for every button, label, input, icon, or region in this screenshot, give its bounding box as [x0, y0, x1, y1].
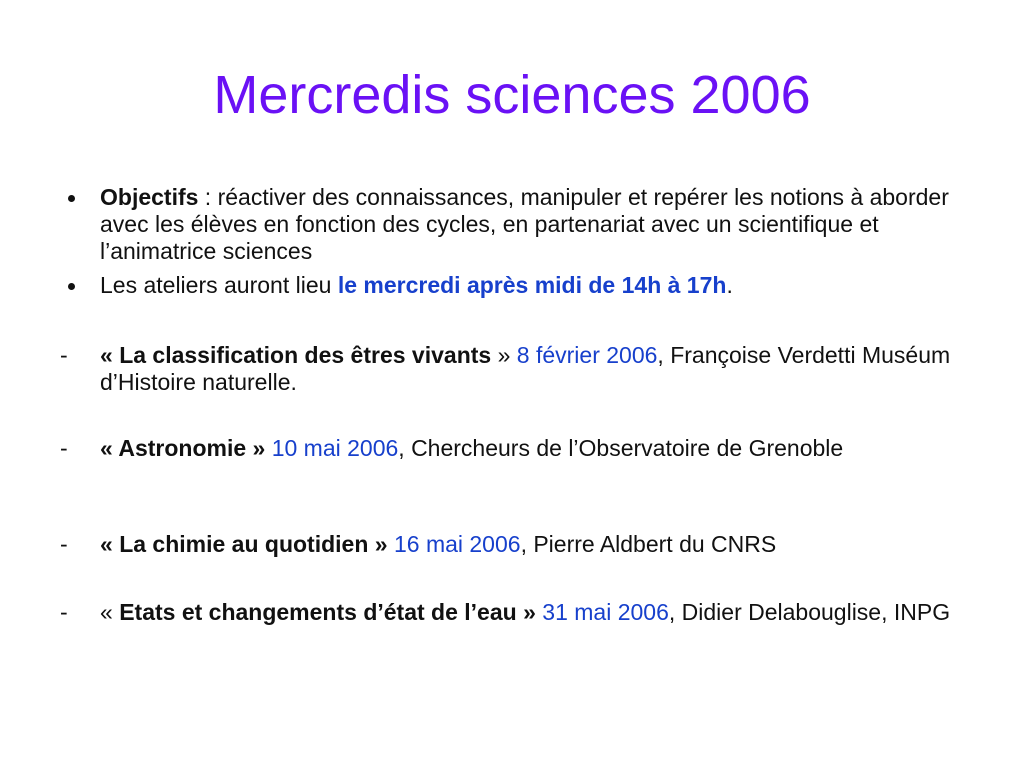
schedule-time: le mercredi après midi de 14h à 17h	[337, 272, 727, 298]
event-close-quote: »	[491, 342, 517, 368]
schedule-intro: Les ateliers auront lieu	[100, 272, 338, 298]
event-item-eau	[60, 599, 960, 626]
event-item-chimie	[60, 531, 960, 558]
event-text	[100, 599, 960, 626]
event-details: , Pierre Aldbert du CNRS	[520, 531, 777, 557]
event-item-astronomie	[60, 435, 960, 462]
event-date: 16 mai 2006	[393, 531, 521, 557]
event-details: , Françoise Verdetti Muséum d’Histoire naturelle.	[100, 342, 951, 395]
objectives-bullet	[60, 184, 960, 265]
objectives-text	[100, 184, 960, 265]
event-text	[100, 435, 960, 462]
event-date: 31 mai 2006	[542, 599, 669, 625]
dash-marker: -	[60, 435, 68, 461]
event-date: 10 mai 2006	[271, 435, 399, 461]
event-open-quote: «	[100, 599, 120, 625]
event-text	[100, 531, 960, 558]
event-close-quote: »	[516, 599, 543, 625]
slide-title: Mercredis sciences 2006	[213, 65, 811, 125]
event-details: , Didier Delabouglise, INPG	[668, 599, 951, 625]
event-close-quote: »	[368, 531, 394, 557]
bullet-dot-icon	[68, 195, 75, 202]
schedule-text	[100, 272, 960, 299]
event-open-quote: «	[100, 531, 120, 557]
event-details: , Chercheurs de l’Observatoire de Grenoble	[398, 435, 844, 461]
dash-marker: -	[60, 342, 68, 368]
dash-marker: -	[60, 599, 68, 625]
objectives-description: : réactiver des connaissances, manipuler et repérer les notions à aborder avec les élèves en fonction des cycles, en partenariat avec un scientifique et l’animatrice sciences	[100, 184, 949, 264]
event-title: La classification des êtres vivants	[119, 342, 492, 368]
objectives-label: Objectifs	[100, 184, 199, 210]
dash-marker: -	[60, 531, 68, 557]
event-open-quote: «	[100, 342, 120, 368]
event-open-quote: «	[100, 435, 119, 461]
bullet-dot-icon	[68, 283, 75, 290]
event-close-quote: »	[246, 435, 272, 461]
event-item-classification	[60, 342, 960, 396]
event-title: Astronomie	[118, 435, 247, 461]
event-date: 8 février 2006	[516, 342, 658, 368]
schedule-bullet	[60, 272, 960, 299]
event-text	[100, 342, 960, 396]
schedule-end: .	[726, 272, 733, 298]
event-title: Etats et changements d’état de l’eau	[119, 599, 517, 625]
event-title: La chimie au quotidien	[119, 531, 369, 557]
